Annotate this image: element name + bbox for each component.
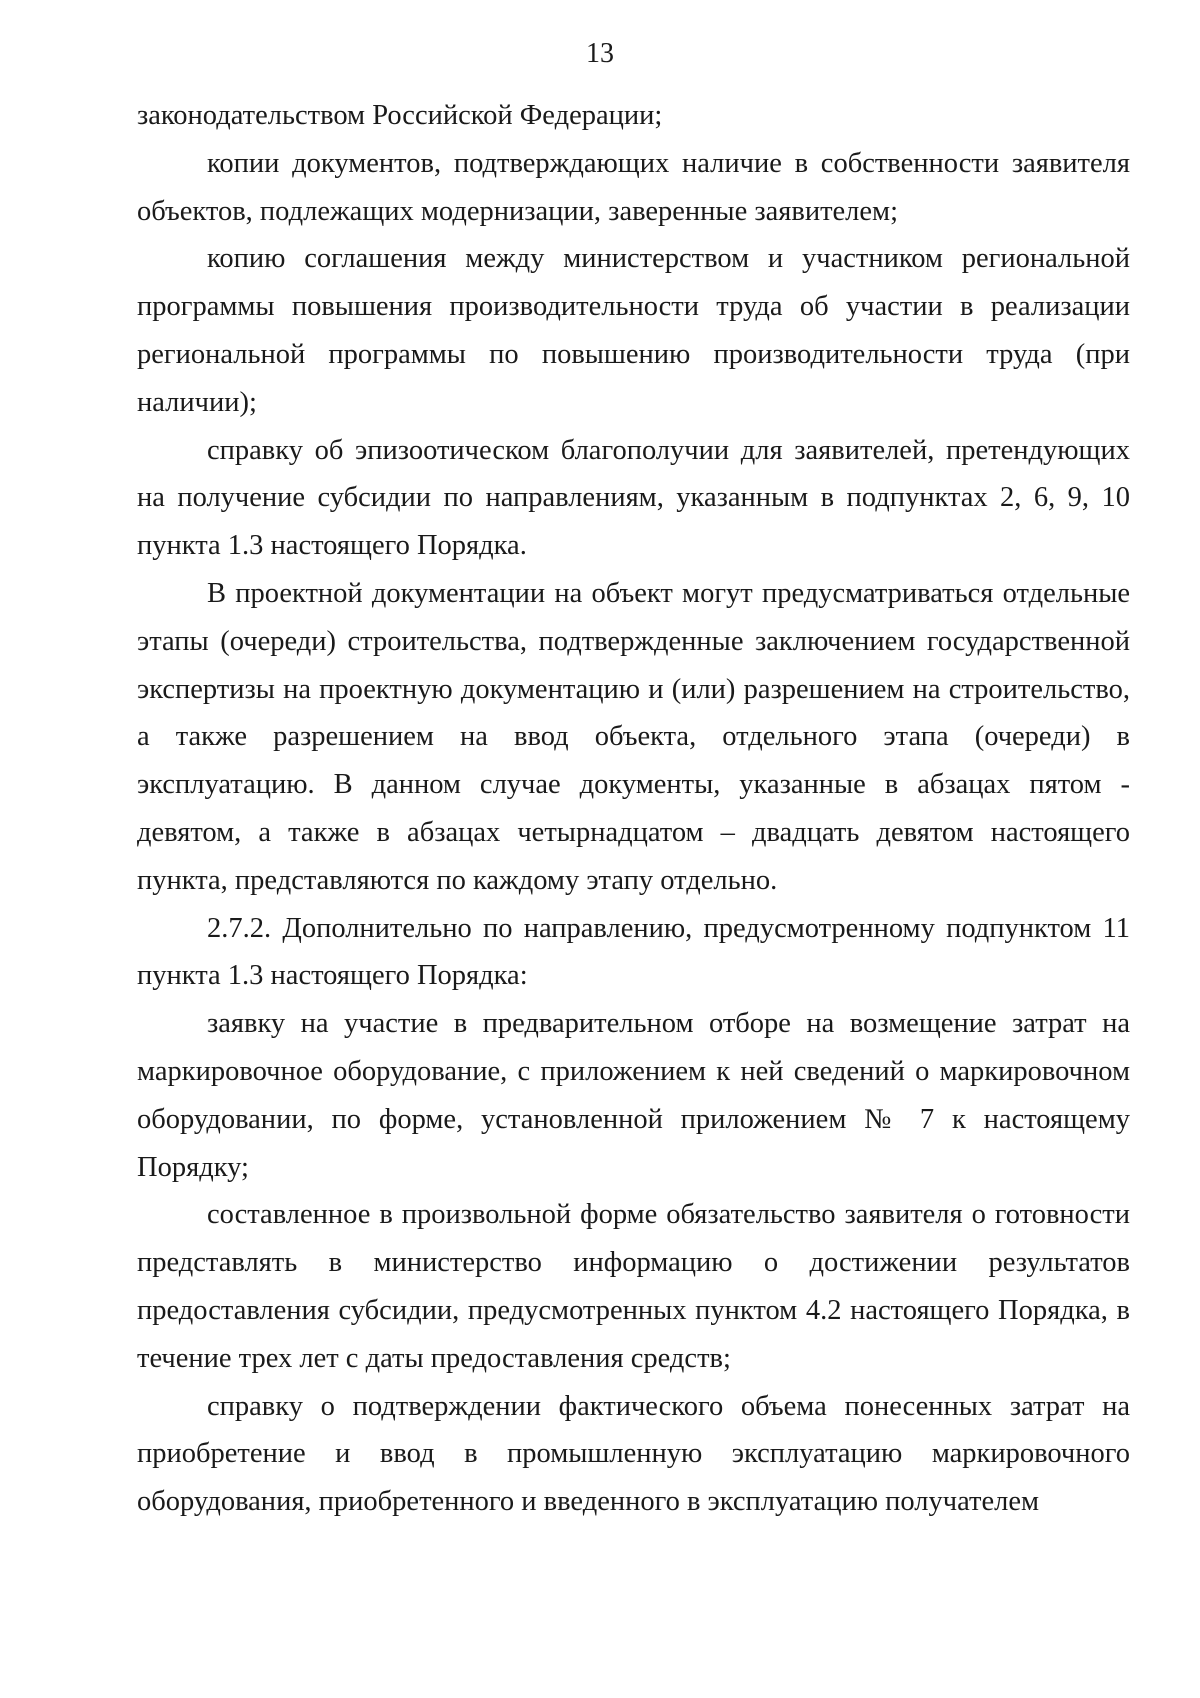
paragraph-section-2-7-2: 2.7.2. Дополнительно по направлению, предусмотренному подпунктом 11 пункта 1.3 настоящего Порядка: bbox=[137, 912, 1130, 992]
paragraph-ownership-documents: копии документов, подтверждающих наличие в собственности заявителя объектов, подлежащих модернизации, заверенные заявителем; bbox=[137, 147, 1130, 227]
page-number: 13 bbox=[586, 38, 614, 69]
document-body bbox=[137, 92, 1130, 1526]
paragraph-cost-certificate: справку о подтверждении фактического объема понесенных затрат на приобретение и ввод в промышленную эксплуатацию маркировочного оборудования, приобретенного и введенного в эксплуатацию получателем bbox=[137, 1390, 1130, 1518]
paragraph-project-documentation: В проектной документации на объект могут предусматриваться отдельные этапы (очереди) строительства, подтвержденные заключением государственной экспертизы на проектную документацию и (или) разрешением на строительство, а также разрешением на ввод объекта, отдельного этапа (очереди) в эксплуатацию. В данном случае документы, указанные в абзацах пятом - девятом, а также в абзацах четырнадцатом – двадцать девятом настоящего пункта, представляются по каждому этапу отдельно. bbox=[137, 577, 1130, 896]
paragraph-application: заявку на участие в предварительном отборе на возмещение затрат на маркировочное оборудование, с приложением к ней сведений о маркировочном оборудовании, по форме, установленной приложением № 7 к настоящему Порядку; bbox=[137, 1008, 1130, 1183]
paragraph-epizootic-certificate: справку об эпизоотическом благополучии для заявителей, претендующих на получение субсидии по направлениям, указанным в подпунктах 2, 6, 9, 10 пункта 1.3 настоящего Порядка. bbox=[137, 434, 1130, 562]
paragraph-obligation: составленное в произвольной форме обязательство заявителя о готовности представлять в министерство информацию о достижении результатов предоставления субсидии, предусмотренных пунктом 4.2 настоящего Порядка, в течение трех лет с даты предоставления средств; bbox=[137, 1199, 1130, 1374]
paragraph-productivity-agreement: копию соглашения между министерством и участником региональной программы повышения производительности труда об участии в реализации региональной программы по повышению производительности труда (при наличии); bbox=[137, 243, 1130, 418]
paragraph-continuation: законодательством Российской Федерации; bbox=[137, 100, 663, 131]
